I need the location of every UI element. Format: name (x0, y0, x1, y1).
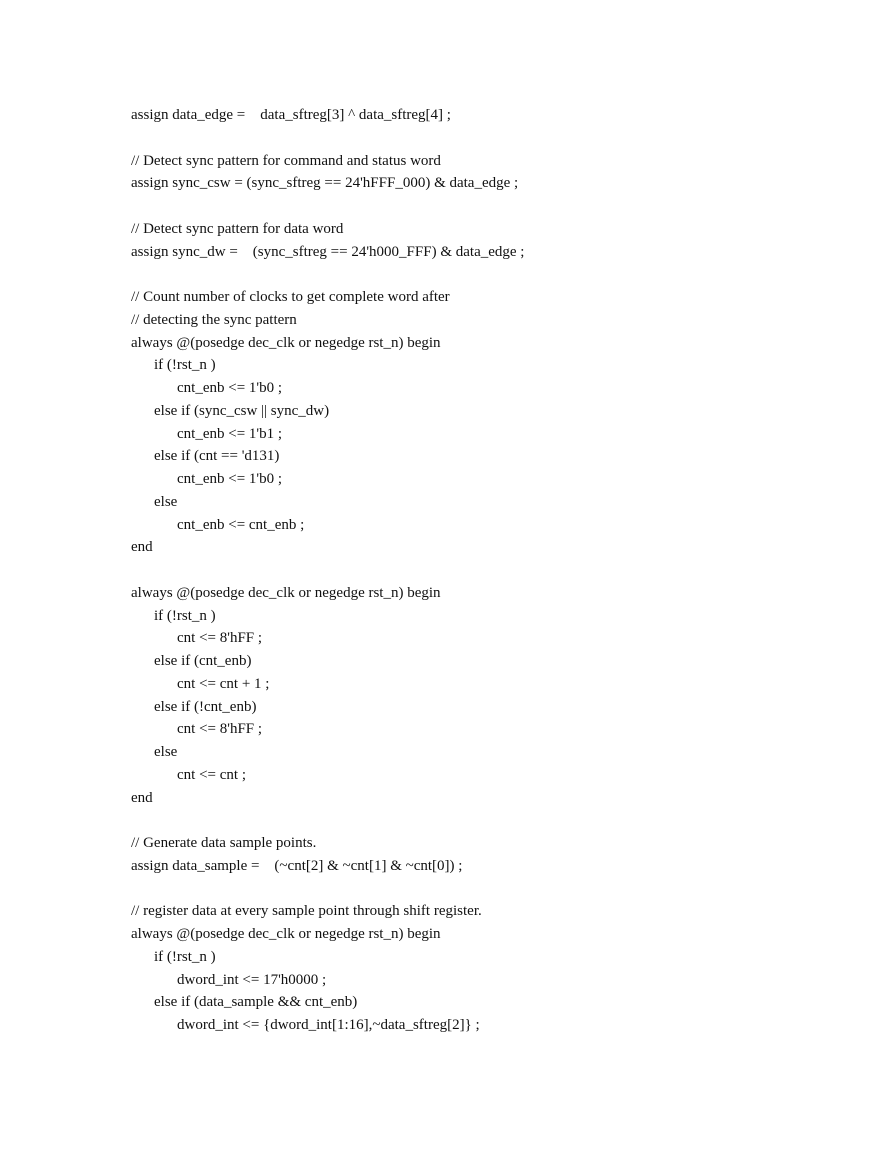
code-line: cnt_enb <= 1'b0 ; (177, 471, 283, 487)
code-line: assign data_edge = data_sftreg[3] ^ data_sftreg[4] ; (131, 107, 451, 123)
code-line: dword_int <= {dword_int[1:16],~data_sftreg[2]} ; (177, 1017, 480, 1033)
code-line: end (131, 789, 153, 806)
code-line: cnt <= cnt + 1 ; (177, 675, 270, 692)
blank-line (131, 127, 851, 150)
blank-line (131, 263, 851, 286)
code-line: else if (data_sample && cnt_enb) (154, 994, 358, 1011)
code-line: // Count number of clocks to get complete word after (131, 289, 450, 305)
blank-line (131, 559, 851, 582)
code-line: // Detect sync pattern for data word (131, 220, 344, 237)
code-line: if (!rst_n ) (154, 607, 216, 624)
code-line: assign sync_csw = (sync_sftreg == 24'hFFF_000) & data_edge ; (131, 175, 519, 192)
blank-line (131, 878, 851, 901)
code-line: else (154, 493, 178, 510)
code-line: cnt_enb <= 1'b1 ; (177, 425, 283, 442)
code-line: else (154, 744, 178, 760)
code-line: // detecting the sync pattern (131, 311, 297, 328)
code-line: cnt_enb <= cnt_enb ; (177, 516, 305, 533)
code-line: cnt <= 8'hFF ; (177, 721, 263, 738)
blank-line (131, 195, 851, 218)
code-line: else if (cnt_enb) (154, 653, 252, 669)
code-line: // Generate data sample points. (131, 835, 317, 851)
code-line: always @(posedge dec_clk or negedge rst_n) begin (131, 926, 441, 942)
code-line: else if (cnt == 'd131) (154, 448, 280, 465)
code-line: always @(posedge dec_clk or negedge rst_n) begin (131, 334, 441, 351)
blank-line (131, 809, 851, 832)
code-line: cnt <= cnt ; (177, 766, 246, 783)
code-line: cnt_enb <= 1'b0 ; (177, 380, 283, 396)
code-line: dword_int <= 17'h0000 ; (177, 971, 327, 988)
code-line: if (!rst_n ) (154, 948, 216, 965)
code-listing (131, 104, 851, 1037)
code-line: assign sync_dw = (sync_sftreg == 24'h000_FFF) & data_edge ; (131, 243, 525, 260)
code-line: assign data_sample = (~cnt[2] & ~cnt[1] & ~cnt[0]) ; (131, 857, 463, 874)
code-line: cnt <= 8'hFF ; (177, 630, 263, 647)
code-line: else if (sync_csw || sync_dw) (154, 402, 330, 419)
code-line: else if (!cnt_enb) (154, 698, 257, 715)
code-line: end (131, 539, 153, 556)
code-line: // Detect sync pattern for command and status word (131, 152, 441, 169)
code-line: always @(posedge dec_clk or negedge rst_n) begin (131, 584, 441, 601)
code-line: // register data at every sample point through shift register. (131, 903, 482, 920)
code-line: if (!rst_n ) (154, 357, 216, 374)
